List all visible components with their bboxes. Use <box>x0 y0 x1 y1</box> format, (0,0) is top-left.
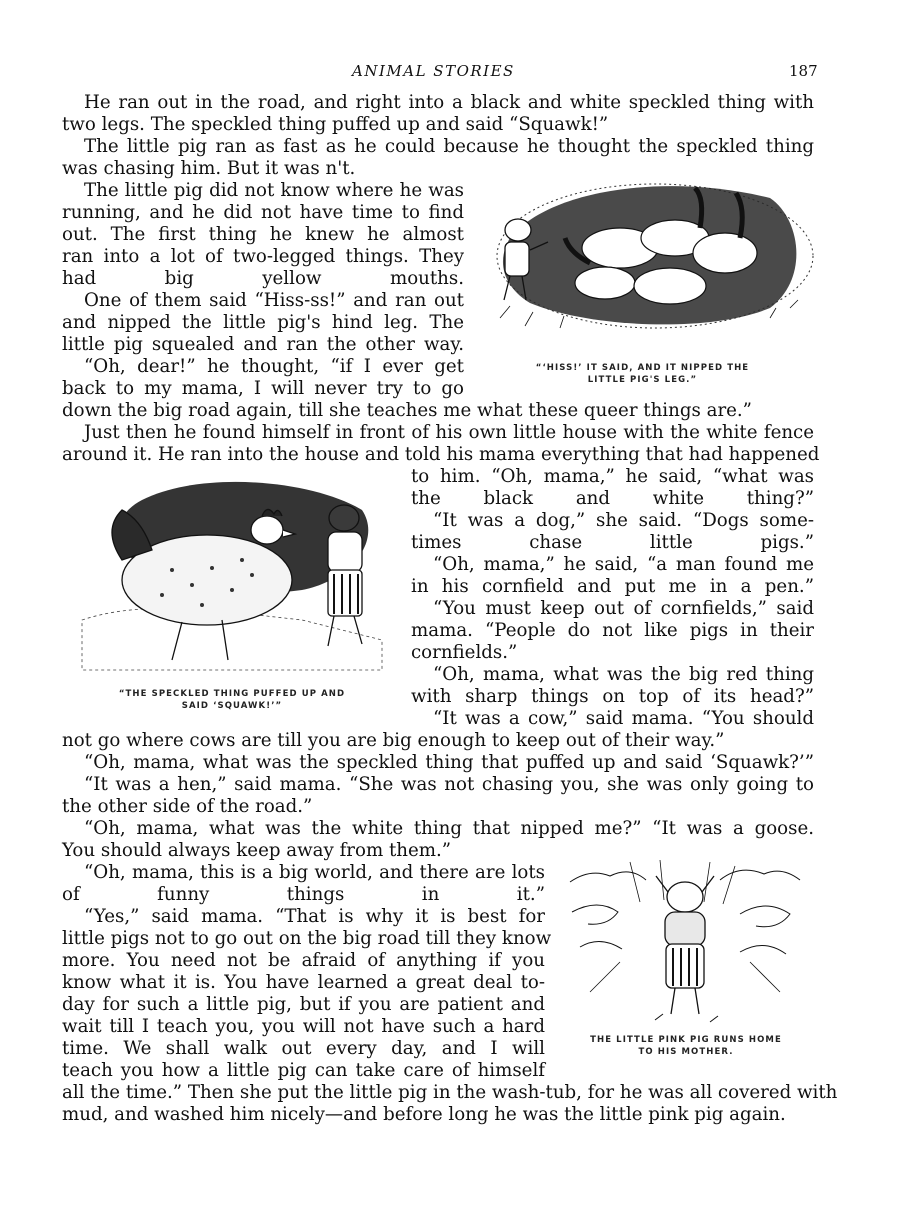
text-line: the black and white thing?” <box>411 488 814 509</box>
text-line: time. We shall walk out every day, and I will <box>62 1038 545 1059</box>
text-line: mama. “People do not like pigs in their <box>411 620 814 641</box>
text-line: the other side of the road.” <box>62 796 313 817</box>
text-line: wait till I teach you, you will not have such a hard <box>62 1016 545 1037</box>
text-line: Just then he found himself in front of his own little house with the white fence <box>84 422 814 443</box>
hen-caption <box>62 688 402 712</box>
text-line: The little pig did not know where he was <box>84 180 464 201</box>
text-line: had big yellow mouths. <box>62 268 464 289</box>
text-line: He ran out in the road, and right into a black and white speckled thing with <box>84 92 814 113</box>
running-head <box>0 60 900 84</box>
text-line: and nipped the little pig's hind leg. The <box>62 312 464 333</box>
text-line: little pig squealed and ran the other way. <box>62 334 464 355</box>
page-number: 187 <box>789 62 818 80</box>
text-line: all the time.” Then she put the little pig in the wash-tub, for he was all covered with <box>62 1082 838 1103</box>
text-line: times chase little pigs.” <box>411 532 814 553</box>
text-line: You should always keep away from them.” <box>62 840 452 861</box>
geese-illustration <box>470 168 815 340</box>
text-line: down the big road again, till she teaches me what these queer things are.” <box>62 400 752 421</box>
text-line: “Oh, mama, what was the white thing that nipped me?” “It was a goose. <box>84 818 814 839</box>
text-line: out. The first thing he knew he almost <box>62 224 464 245</box>
caption-line: SAID ‘SQUAWK!’” <box>181 701 283 711</box>
text-line: “Oh, mama, what was the big red thing <box>433 664 814 685</box>
text-line: back to my mama, I will never try to go <box>62 378 464 399</box>
text-line: mud, and washed him nicely—and before long he was the little pink pig again. <box>62 1104 786 1125</box>
pig-running-home-illustration <box>560 852 812 1030</box>
pig-home-caption <box>560 1034 812 1058</box>
hen-illustration <box>62 470 402 680</box>
running-head-title: ANIMAL STORIES <box>352 62 515 80</box>
text-line: “Oh, mama, this is a big world, and there are lots <box>84 862 545 883</box>
text-line: two legs. The speckled thing puffed up and said “Squawk!” <box>62 114 609 135</box>
caption-line: TO HIS MOTHER. <box>638 1047 734 1057</box>
text-line: One of them said “Hiss-ss!” and ran out <box>84 290 464 311</box>
text-line: “Yes,” said mama. “That is why it is best for <box>84 906 545 927</box>
text-line: ran into a lot of two-legged things. They <box>62 246 464 267</box>
text-line: teach you how a little pig can take care of himself <box>62 1060 545 1081</box>
text-line: of funny things in it.” <box>62 884 545 905</box>
text-line: with sharp things on top of its head?” <box>411 686 814 707</box>
text-line: to him. “Oh, mama,” he said, “what was <box>411 466 814 487</box>
text-line: “You must keep out of cornfields,” said <box>433 598 814 619</box>
text-line: more. You need not be afraid of anything if you <box>62 950 545 971</box>
text-line: around it. He ran into the house and told his mama everything that had happened <box>62 444 820 465</box>
text-line: “Oh, mama,” he said, “a man found me <box>433 554 814 575</box>
caption-line: LITTLE PIG'S LEG.” <box>587 375 698 385</box>
text-line: running, and he did not have time to find <box>62 202 464 223</box>
text-line: cornfields.” <box>411 642 518 663</box>
text-line: know what it is. You have learned a great deal to- <box>62 972 545 993</box>
caption-line: THE LITTLE PINK PIG RUNS HOME <box>590 1035 782 1045</box>
text-line: “Oh, dear!” he thought, “if I ever get <box>84 356 464 377</box>
text-line: not go where cows are till you are big enough to keep out of their way.” <box>62 730 725 751</box>
geese-caption <box>470 362 815 386</box>
text-line: “It was a cow,” said mama. “You should <box>433 708 814 729</box>
caption-line: “‘HISS!’ IT SAID, AND IT NIPPED THE <box>535 363 750 373</box>
text-line: The little pig ran as fast as he could because he thought the speckled thing <box>84 136 814 157</box>
text-line: “It was a dog,” she said. “Dogs some- <box>433 510 814 531</box>
text-line: day for such a little pig, but if you are patient and <box>62 994 545 1015</box>
text-line: in his cornfield and put me in a pen.” <box>411 576 814 597</box>
text-line: was chasing him. But it was n't. <box>62 158 356 179</box>
text-line: “Oh, mama, what was the speckled thing that puffed up and said ‘Squawk?’” <box>84 752 814 773</box>
text-line: little pigs not to go out on the big road till they know <box>62 928 552 949</box>
caption-line: “THE SPECKLED THING PUFFED UP AND <box>118 689 346 699</box>
text-line: “It was a hen,” said mama. “She was not chasing you, she was only going to <box>84 774 814 795</box>
